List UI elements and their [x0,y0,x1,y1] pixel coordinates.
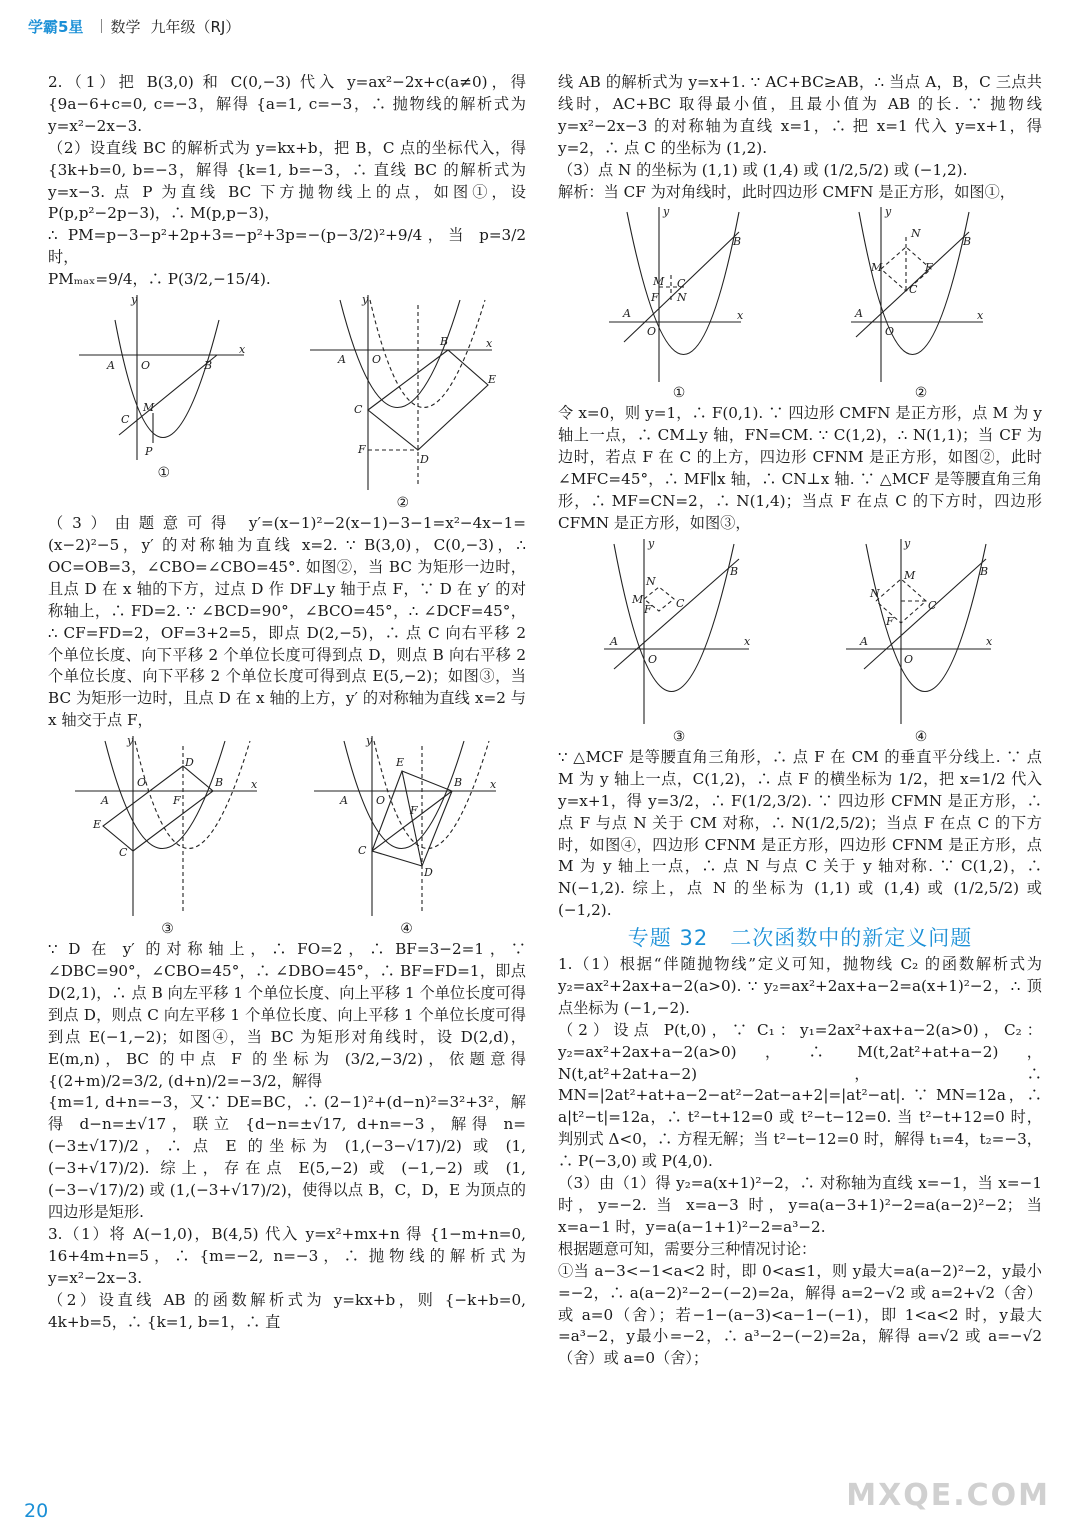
svg-text:O: O [140,359,150,373]
svg-text:y: y [362,293,369,307]
paragraph: 2.（1）把 B(3,0) 和 C(0,−3) 代入 y=ax²−2x+c(a≠0)，得 {9a−6+c=0, c=−3，解得 {a=1, c=−3，∴ 抛物线的解析式为 y=x²−2x−3. [48,73,526,135]
paragraph: ∴ PM=p−3−p²+2p+3=−p²+3p=−(p−3/2)²+9/4，当 p=3/2 时， [48,226,526,267]
page-number: 20 [24,1500,49,1522]
figure-row [558,536,1042,745]
svg-text:F: F [651,291,659,305]
figure [79,295,249,481]
svg-text:M: M [871,261,883,275]
paragraph: ∵ △MCF 是等腰直角三角形，∴ 点 F 在 CM 的垂直平分线上. ∵ 点 M 为 y 轴上一点，C(1,2)，∴ 点 F 的横坐标为 1/2，把 x=1/2 代入 y=x+1，得 y=3/2，∴ F(1/2,3/2). ∵ 四边形 CFMN 是正方形，∴ 点 F 与点 N 关于 CM 对称，∴ N(1/2,5/2)；当点 F 在点 C 的下方时，如图④，四边形 CFNM 是正方形，四边形 CFNM 是正方形，点 M 为 y 轴上一点，∴ 点 N 与点 C 关于 y 轴对称. ∵ C(1,2)，∴ N(−1,2). 综上，点 N 的坐标为 (1,1) 或 (1,4) 或 (1/2,5/2) 或 (−1,2). [558,747,1042,920]
figure-caption: ② [396,495,410,512]
paragraph: （2）设直线 AB 的函数解析式为 y=kx+b，则 {−k+b=0, 4k+b=5，∴ {k=1, b=1，∴ 直 [48,1290,526,1331]
parabola-graph [75,736,260,921]
svg-text:C: C [354,403,363,417]
paragraph: 3.（1）将 A(−1,0)，B(4,5) 代入 y=x²+mx+n 得 {1−m+n=0, 16+4m+n=5，∴ {m=−2, n=−3，∴ 抛物线的解析式为 y=x²−2x−3. [48,1224,526,1287]
svg-text:P: P [144,445,153,459]
figure [604,536,754,745]
paragraph: （2）设点 P(t,0)，∵ C₁：y₁=2ax²+ax+a−2(a>0)，C₂：y₂=ax²+2ax+a−2(a>0)，∴ M(t,2at²+at+a−2)，N(t,at²+2at+a−2)，∴ MN=|2at²+at+a−2−at²−2at−a+2|=|at²−at|. ∵ MN=12a，∴ a|t²−t|=12a，∴ t²−t+12=0 或 t²−t−12=0. 当 t²−t+12=0 时，判别式 Δ<0，∴ 方程无解；当 t²−t−12=0 时，解得 t₁=4，t₂=−3，∴ P(−3,0) 或 P(4,0). [558,1020,1042,1171]
svg-text:F: F [173,794,181,808]
svg-text:y: y [885,205,892,219]
svg-text:E: E [396,756,405,770]
paragraph: （3）由题意可得 y′=(x−1)²−2(x−1)−3−1=x²−4x−1=(x−2)²−5，y′ 的对称轴为直线 x=2. ∵ B(3,0)，C(0,−3)，∴ OC=OB=3，∠CBO=∠CBO=45°. 如图②，当 BC 为矩形一边时，且点 D 在 x 轴的下方，过点 D 作 DF⊥y 轴于点 F，∵ D 在 y′ 的对称轴上，∴ FD=2. ∵ ∠BCD=90°，∠BCO=45°，∴ ∠DCF=45°，∴ CF=FD=2，OF=3+2=5，即点 D(2,−5)，∴ 点 C 向右平移 2 个单位长度、向下平移 2 个单位长度可得到点 D，则点 B 向右平移 2 个单位长度、向下平移 2 个单位长度可得到点 E(5,−2)；如图③，当 BC 为矩形一边时，且点 D 在 x 轴的上方，y′ 的对称轴为直线 x=2 与 x 轴交于点 F， [48,514,526,730]
svg-text:N: N [677,291,687,305]
svg-text:D: D [424,866,433,880]
paragraph: 根据题意可知，需要分三种情况讨论： [558,1239,817,1258]
paragraph: PMₘₐₓ=9/4，∴ P(3/2,−15/4). [48,270,271,289]
svg-text:B: B [454,776,463,790]
svg-text:C: C [909,283,918,297]
paragraph: ∵ D 在 y′ 的对称轴上，∴ FO=2，∴ BF=3−2=1，∵ ∠DBC=90°，∠CBO=45°，∴ ∠DBO=45°，∴ BF=FD=1，即点 D(2,1)，∴ 点 B 向左平移 1 个单位长度、向上平移 1 个单位长度可得到点 D，则点 C 向左平移 1 个单位长度、向上平移 1 个单位长度可得到点 E(−1,−2)；如图④，当 BC 为矩形对角线时，设 D(2,d)，E(m,n)，BC 的中点 F 的坐标为 (3/2,−3/2)，依题意得 {(2+m)/2=3/2, (d+n)/2=−3/2，解得 [48,940,526,1090]
svg-text:M: M [142,401,155,415]
svg-text:C: C [120,413,130,427]
parabola-graph [609,207,749,385]
figure [609,207,749,401]
parabola-graph [79,295,249,465]
svg-text:B: B [730,564,739,578]
svg-text:B: B [963,235,972,249]
figure-caption: ① [157,465,171,482]
svg-text:F: F [358,443,366,457]
svg-text:C: C [119,846,128,860]
parabola-graph [851,207,991,385]
figure-caption: ③ [672,728,686,745]
svg-text:O: O [885,325,895,339]
svg-text:B: B [203,359,212,373]
parabola-graph [604,536,754,729]
svg-text:M: M [904,568,916,582]
page-header [28,14,240,38]
svg-text:F: F [925,261,933,275]
paragraph: 线 AB 的解析式为 y=x+1. ∵ AC+BC≥AB，∴ 当点 A，B，C 三点共线时，AC+BC 取得最小值，且最小值为 AB 的长. ∵ 抛物线 y=x²−2x−3 的对称轴为直线 x=1，∴ 把 x=1 代入 y=x+1，得 y=2，∴ 点 C 的坐标为 (1,2). [558,73,1042,157]
svg-text:A: A [340,794,348,808]
svg-text:B: B [733,235,742,249]
figure-caption: ④ [400,921,413,938]
svg-text:y: y [648,536,655,550]
parabola-graph [314,736,499,921]
paragraph: 令 x=0，则 y=1，∴ F(0,1). ∵ 四边形 CMFN 是正方形，点 M 为 y 轴上一点，∴ CM⊥y 轴，FN=CM. ∵ C(1,2)，∴ N(1,1)；当 CF 为边时，若点 F 在 C 的上方，四边形 CFNM 是正方形，如图②，此时 ∠MFC=45°，∴ MF∥x 轴，∴ CN⊥x 轴. ∵ △MCF 是等腰直角三角形，∴ MF=CN=2，∴ N(1,4)；当点 F 在点 C 的下方时，四边形 CFMN 是正方形，如图③， [558,404,1042,532]
svg-text:y: y [130,293,137,307]
svg-text:A: A [855,307,863,321]
svg-text:O: O [372,353,382,367]
svg-text:M: M [632,592,644,606]
svg-text:O: O [904,652,914,666]
figure-row [558,207,1042,401]
figure [75,736,260,937]
svg-text:x: x [486,337,493,351]
brand-logo: 学霸5星 [28,17,84,36]
svg-text:x: x [490,778,497,792]
svg-text:y: y [904,536,911,550]
watermark: MXQE.COM [846,1478,1050,1513]
svg-text:x: x [977,309,984,323]
parabola-graph [310,295,495,495]
figure-caption: ② [914,385,928,402]
svg-text:E: E [488,373,497,387]
paragraph: 解析：当 CF 为对角线时，此时四边形 CMFN 是正方形，如图①， [558,182,1015,201]
right-column [558,72,1042,1370]
svg-text:O: O [647,325,657,339]
svg-text:B: B [215,776,224,790]
svg-text:O: O [376,794,386,808]
svg-text:D: D [420,453,430,467]
figure [846,536,996,745]
svg-text:y: y [663,205,670,219]
svg-text:N: N [646,574,656,588]
paragraph: （2）设直线 BC 的解析式为 y=kx+b，把 B，C 点的坐标代入，得 {3k+b=0, b=−3，解得 {k=1, b=−3，∴ 直线 BC 的解析式为 y=x−3. 点 P 为直线 BC 下方抛物线上的点，如图①，设 P(p,p²−2p−3)，∴ M(p,p−3)， [48,138,526,223]
svg-text:x: x [986,634,993,648]
figure-caption: ④ [914,728,928,745]
header-divider [101,19,102,33]
svg-text:C: C [928,598,937,612]
svg-text:C: C [358,844,367,858]
svg-text:A: A [338,353,347,367]
svg-text:O: O [137,776,147,790]
svg-text:x: x [744,634,751,648]
parabola-graph [846,536,996,729]
svg-text:B: B [980,564,989,578]
svg-text:F: F [644,602,652,616]
svg-text:y: y [366,734,373,748]
svg-text:A: A [860,634,868,648]
svg-text:N: N [911,227,921,241]
svg-text:B: B [440,335,449,349]
figure [851,207,991,401]
svg-text:x: x [737,309,744,323]
paragraph: （3）点 N 的坐标为 (1,1) 或 (1,4) 或 (1/2,5/2) 或 (−1,2). [558,160,968,179]
svg-text:A: A [106,359,115,373]
paragraph: ①当 a−3<−1<a<2 时，即 0<a≤1，则 y最大=a(a−2)²−2，y最小=−2，∴ a(a−2)²−2−(−2)=2a，解得 a=2−√2 或 a=2+√2（舍）或 a=0（舍）；若−1−(a−3)<a−1−(−1)，即 1<a<2 时，y最大=a³−2，y最小=−2，∴ a³−2−(−2)=2a，解得 a=√2 或 a=−√2（舍）或 a=0（舍）； [558,1261,1042,1368]
svg-text:x: x [251,778,258,792]
svg-text:E: E [93,818,102,832]
svg-text:O: O [648,652,658,666]
paragraph: 1.（1）根据“伴随抛物线”定义可知，抛物线 C₂ 的函数解析式为 y₂=ax²+2ax+a−2(a>0). ∵ y₂=ax²+2ax+a−2=a(x+1)²−2，∴ 顶点坐标为 (−1,−2). [558,955,1042,1017]
section-title: 专题 32 二次函数中的新定义问题 [627,926,973,951]
header-grade: 九年级（RJ） [150,17,241,36]
svg-text:C: C [676,596,685,610]
paragraph: {m=1, d+n=−3，又∵ DE=BC，∴ (2−1)²+(d−n)²=3²+3²，解得 d−n=±√17，联立 {d−n=±√17, d+n=−3，解得 n=(−3±√17)/2，∴ 点 E 的坐标为 (1,(−3−√17)/2) 或 (1,(−3+√17)/2). 综上，存在点 E(5,−2) 或 (−1,−2) 或 (1,(−3−√17)/2) 或 (1,(−3+√17)/2)，使得以点 B，C，D，E 为顶点的四边形是矩形. [48,1093,526,1221]
svg-text:D: D [185,756,194,770]
svg-text:N: N [870,586,880,600]
svg-text:A: A [623,307,631,321]
figure-caption: ① [672,385,686,402]
svg-text:A: A [610,634,618,648]
svg-text:M: M [653,275,665,289]
figure [310,295,495,511]
figure-row [48,736,526,937]
svg-text:F: F [410,804,418,818]
paragraph: （3）由（1）得 y₂=a(x+1)²−2，∴ 对称轴为直线 x=−1，当 x=−1 时，y=−2. 当 x=a−3 时，y=a(a−3+1)²−2=a(a−2)²−2；当 x=a−1 时，y=a(a−1+1)²−2=a³−2. [558,1174,1042,1236]
svg-text:F: F [886,614,894,628]
header-subject: 数学 [110,17,141,36]
svg-text:C: C [677,277,686,291]
svg-text:x: x [238,343,245,357]
figure-row [48,295,526,511]
svg-text:y: y [127,734,134,748]
figure [314,736,499,937]
svg-text:A: A [101,794,109,808]
figure-caption: ③ [161,921,174,938]
left-column [48,72,526,1333]
